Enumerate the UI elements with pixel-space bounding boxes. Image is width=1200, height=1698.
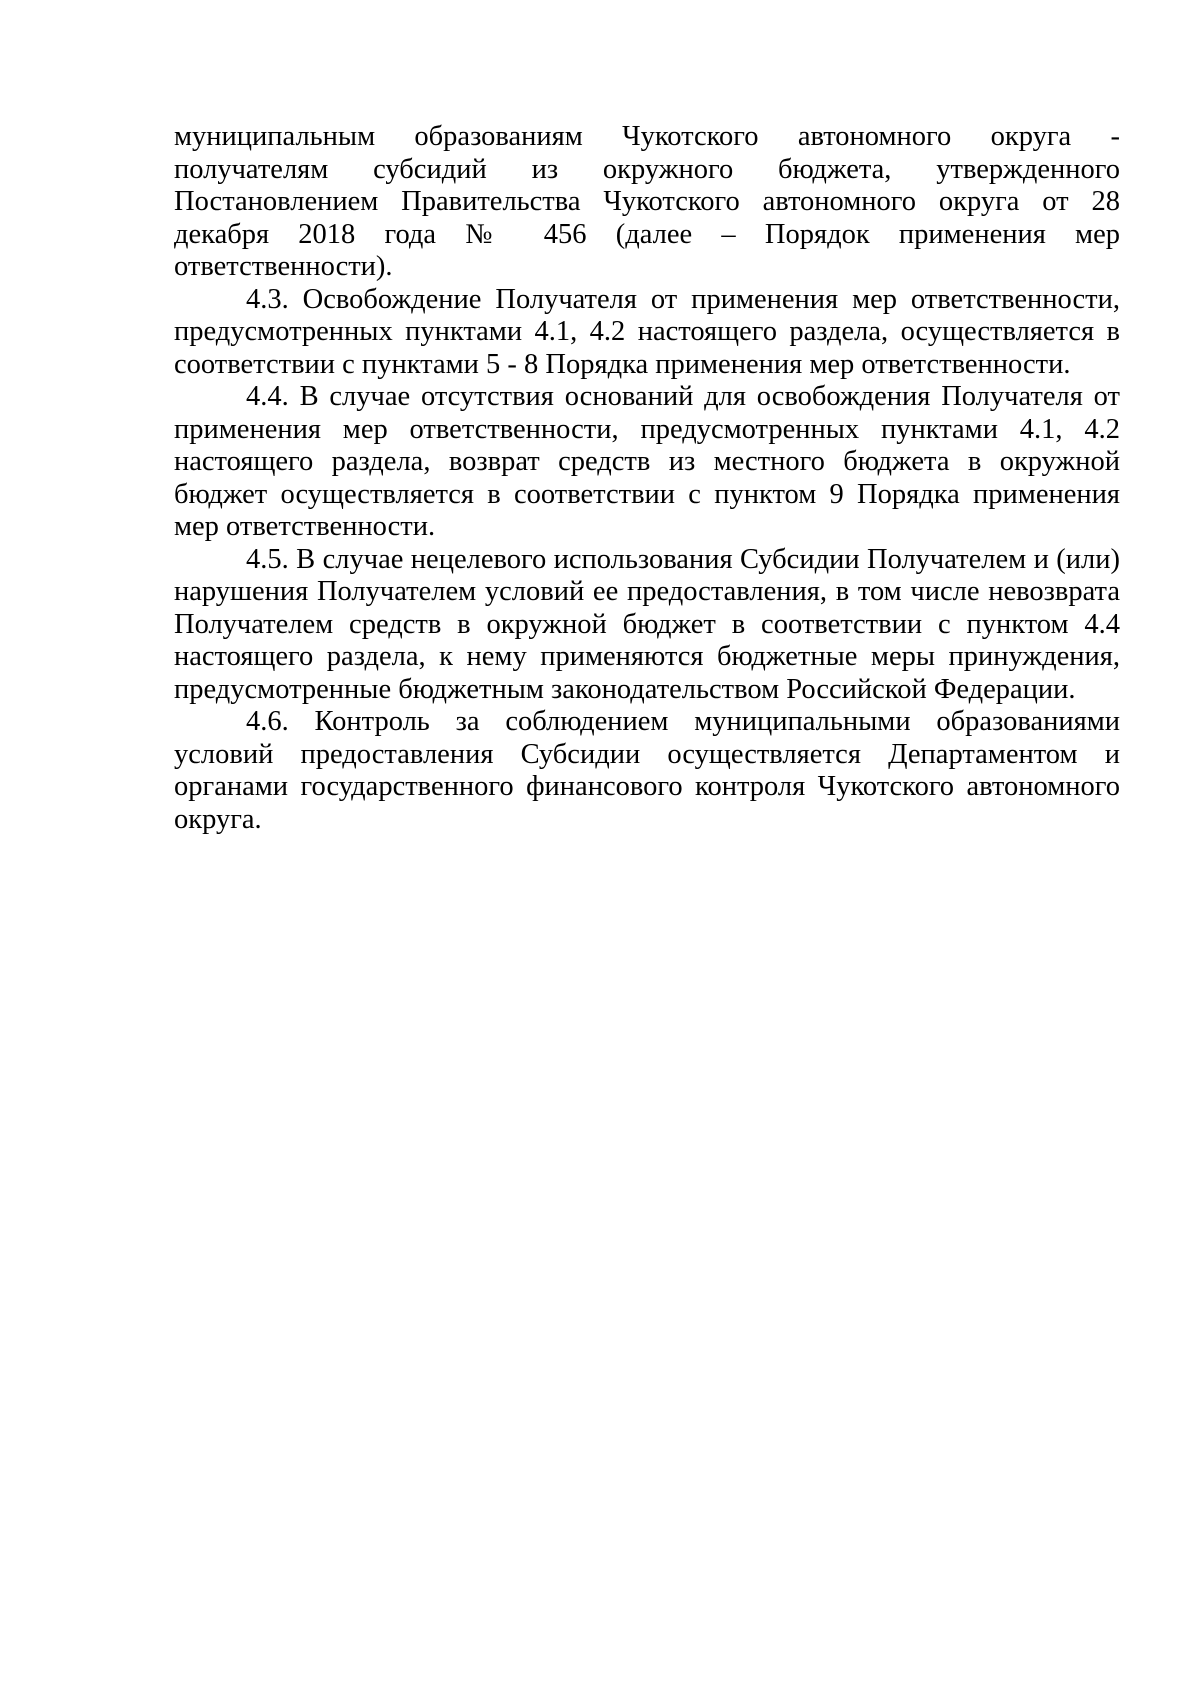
- paragraph-4-4: 4.4. В случае отсутствия оснований для освобождения Получателя от применения мер ответственности, предусмотренных пунктами 4.1, 4.2 настоящего раздела, возврат средств из местного бюджета в окружной бюджет осуществляется в соответствии с пунктом 9 Порядка применения мер ответственности.: [174, 381, 1120, 542]
- paragraph-4-3: 4.3. Освобождение Получателя от применения мер ответственности, предусмотренных пунктами 4.1, 4.2 настоящего раздела, осуществляется в соответствии с пунктами 5 - 8 Порядка применения мер ответственности.: [174, 283, 1120, 380]
- paragraph-4-6: 4.6. Контроль за соблюдением муниципальными образованиями условий предоставления Субсидии осуществляется Департаментом и органами государственного финансового контроля Чукотского автономного округа.: [174, 706, 1120, 835]
- document-body: [174, 121, 1120, 836]
- paragraph-continuation: муниципальным образованиям Чукотского автономного округа - получателям субсидий из окружного бюджета, утвержденного Постановлением Правительства Чукотского автономного округа от 28 декабря 2018 года № 456 (далее – Порядок применения мер ответственности).: [174, 121, 1120, 282]
- paragraph-4-5: 4.5. В случае нецелевого использования Субсидии Получателем и (или) нарушения Получателем условий ее предоставления, в том числе невозврата Получателем средств в окружной бюджет в соответствии с пунктом 4.4 настоящего раздела, к нему применяются бюджетные меры принуждения, предусмотренные бюджетным законодательством Российской Федерации.: [174, 543, 1120, 705]
